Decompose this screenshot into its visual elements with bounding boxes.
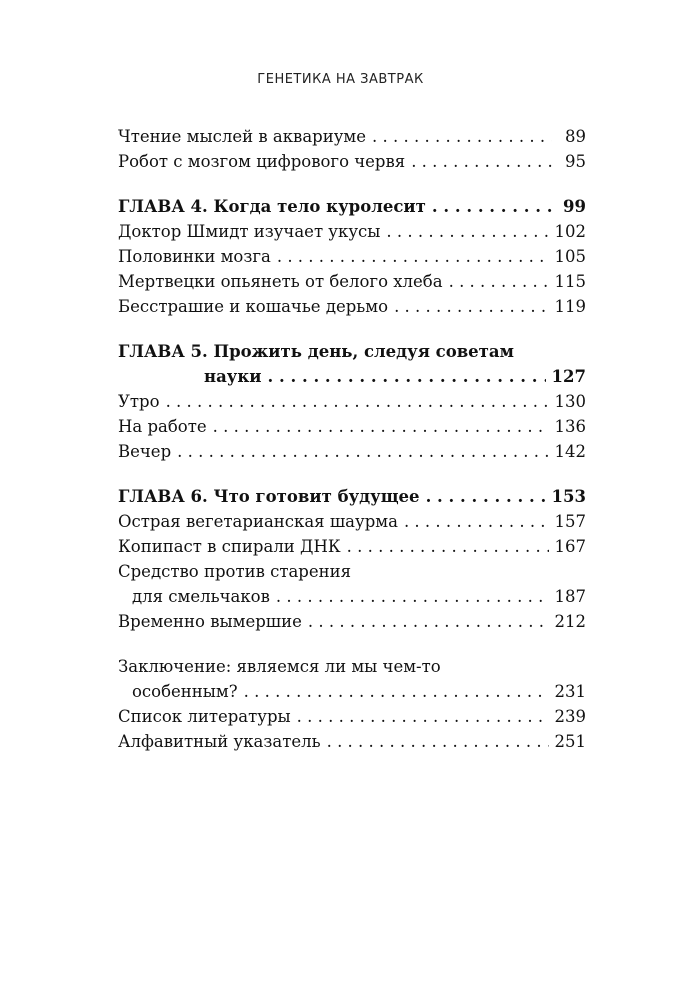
toc-entry-page: 95	[565, 152, 586, 171]
chapter-title: ГЛАВА 6. Что готовит будущее	[118, 487, 420, 506]
dot-leader	[166, 389, 549, 414]
toc-entry-title: Бесстрашие и кошачье дерьмо	[118, 297, 389, 316]
conclusion-entry-line2[interactable]	[118, 679, 586, 704]
toc-entry-title: Робот с мозгом цифрового червя	[118, 152, 406, 171]
chapter-5-heading-line2[interactable]	[118, 364, 586, 389]
dot-leader	[372, 124, 552, 149]
dot-leader	[327, 729, 549, 754]
toc-entry-title: Копипаст в спирали ДНК	[118, 537, 341, 556]
chapter-4-heading[interactable]	[118, 194, 586, 219]
dot-leader	[394, 294, 548, 319]
running-head: ГЕНЕТИКА НА ЗАВТРАК	[257, 72, 424, 87]
toc-entry-page: 157	[554, 512, 586, 531]
dot-leader	[277, 244, 549, 269]
toc-entry[interactable]	[118, 294, 586, 319]
dot-leader	[276, 584, 549, 609]
dot-leader	[267, 364, 545, 389]
chapter-6-heading[interactable]	[118, 484, 586, 509]
dot-leader	[449, 269, 549, 294]
dot-leader	[426, 484, 546, 509]
toc-entry-page: 130	[554, 392, 586, 411]
toc-entry-page: 231	[554, 682, 586, 701]
toc-entry-page: 212	[554, 612, 586, 631]
toc-entry-title: Мертвецки опьянеть от белого хлеба	[118, 272, 443, 291]
toc-entry[interactable]	[118, 389, 586, 414]
toc-entry-page: 187	[554, 587, 586, 606]
chapter-page: 127	[551, 367, 586, 386]
dot-leader	[411, 149, 552, 174]
toc-entry-title: Половинки мозга	[118, 247, 271, 266]
toc-entry[interactable]	[118, 414, 586, 439]
chapter-page: 153	[551, 487, 586, 506]
toc-entry-page: 115	[554, 272, 586, 291]
index-entry[interactable]	[118, 729, 586, 754]
toc-entry-title: Утро	[118, 392, 160, 411]
toc-entry-title: Временно вымершие	[118, 612, 302, 631]
dot-leader	[386, 219, 548, 244]
toc-entry[interactable]	[118, 269, 586, 294]
toc-entry-page: 119	[554, 297, 586, 316]
dot-leader	[347, 534, 549, 559]
dot-leader	[308, 609, 549, 634]
toc-entry[interactable]	[118, 439, 586, 464]
dot-leader	[244, 679, 549, 704]
dot-leader	[404, 509, 549, 534]
toc-entry-title-continued: для смельчаков	[132, 587, 270, 606]
chapter-title: ГЛАВА 5. Прожить день, следуя советам	[118, 342, 514, 361]
chapter-page: 99	[563, 197, 586, 216]
chapter-5-heading-line1[interactable]	[118, 339, 586, 364]
toc-entry-page: 136	[554, 417, 586, 436]
toc-entry-title-continued: особенным?	[132, 682, 238, 701]
chapter-title: ГЛАВА 4. Когда тело куролесит	[118, 197, 426, 216]
dot-leader	[297, 704, 549, 729]
toc-entry-page: 102	[554, 222, 586, 241]
toc-entry-title: Чтение мыслей в аквариуме	[118, 127, 367, 146]
toc-entry-page: 239	[554, 707, 586, 726]
bibliography-entry[interactable]	[118, 704, 586, 729]
table-of-contents	[118, 124, 586, 754]
dot-leader	[432, 194, 552, 219]
toc-entry[interactable]	[118, 534, 586, 559]
dot-leader	[177, 439, 548, 464]
toc-entry-page: 251	[554, 732, 586, 751]
toc-entry-title: Острая вегетарианская шаурма	[118, 512, 398, 531]
toc-entry-title: Средство против старения	[118, 562, 352, 581]
toc-entry-page: 105	[554, 247, 586, 266]
dot-leader	[213, 414, 549, 439]
toc-entry-page: 142	[554, 442, 586, 461]
chapter-title-continued: науки	[204, 367, 262, 386]
toc-entry[interactable]	[118, 124, 586, 149]
conclusion-entry-line1[interactable]	[118, 654, 586, 679]
toc-entry[interactable]	[118, 509, 586, 534]
toc-entry-page: 167	[554, 537, 586, 556]
toc-entry-line1[interactable]	[118, 559, 586, 584]
toc-entry-title: Доктор Шмидт изучает укусы	[118, 222, 381, 241]
toc-entry[interactable]	[118, 219, 586, 244]
toc-entry-title: Список литературы	[118, 707, 291, 726]
toc-entry-title: Вечер	[118, 442, 172, 461]
toc-entry-title: На работе	[118, 417, 207, 436]
toc-entry-title: Алфавитный указатель	[118, 732, 321, 751]
toc-entry[interactable]	[118, 609, 586, 634]
toc-entry-line2[interactable]	[118, 584, 586, 609]
toc-entry-page: 89	[565, 127, 586, 146]
toc-entry-title: Заключение: являемся ли мы чем-то	[118, 657, 441, 676]
toc-entry[interactable]	[118, 244, 586, 269]
toc-entry[interactable]	[118, 149, 586, 174]
